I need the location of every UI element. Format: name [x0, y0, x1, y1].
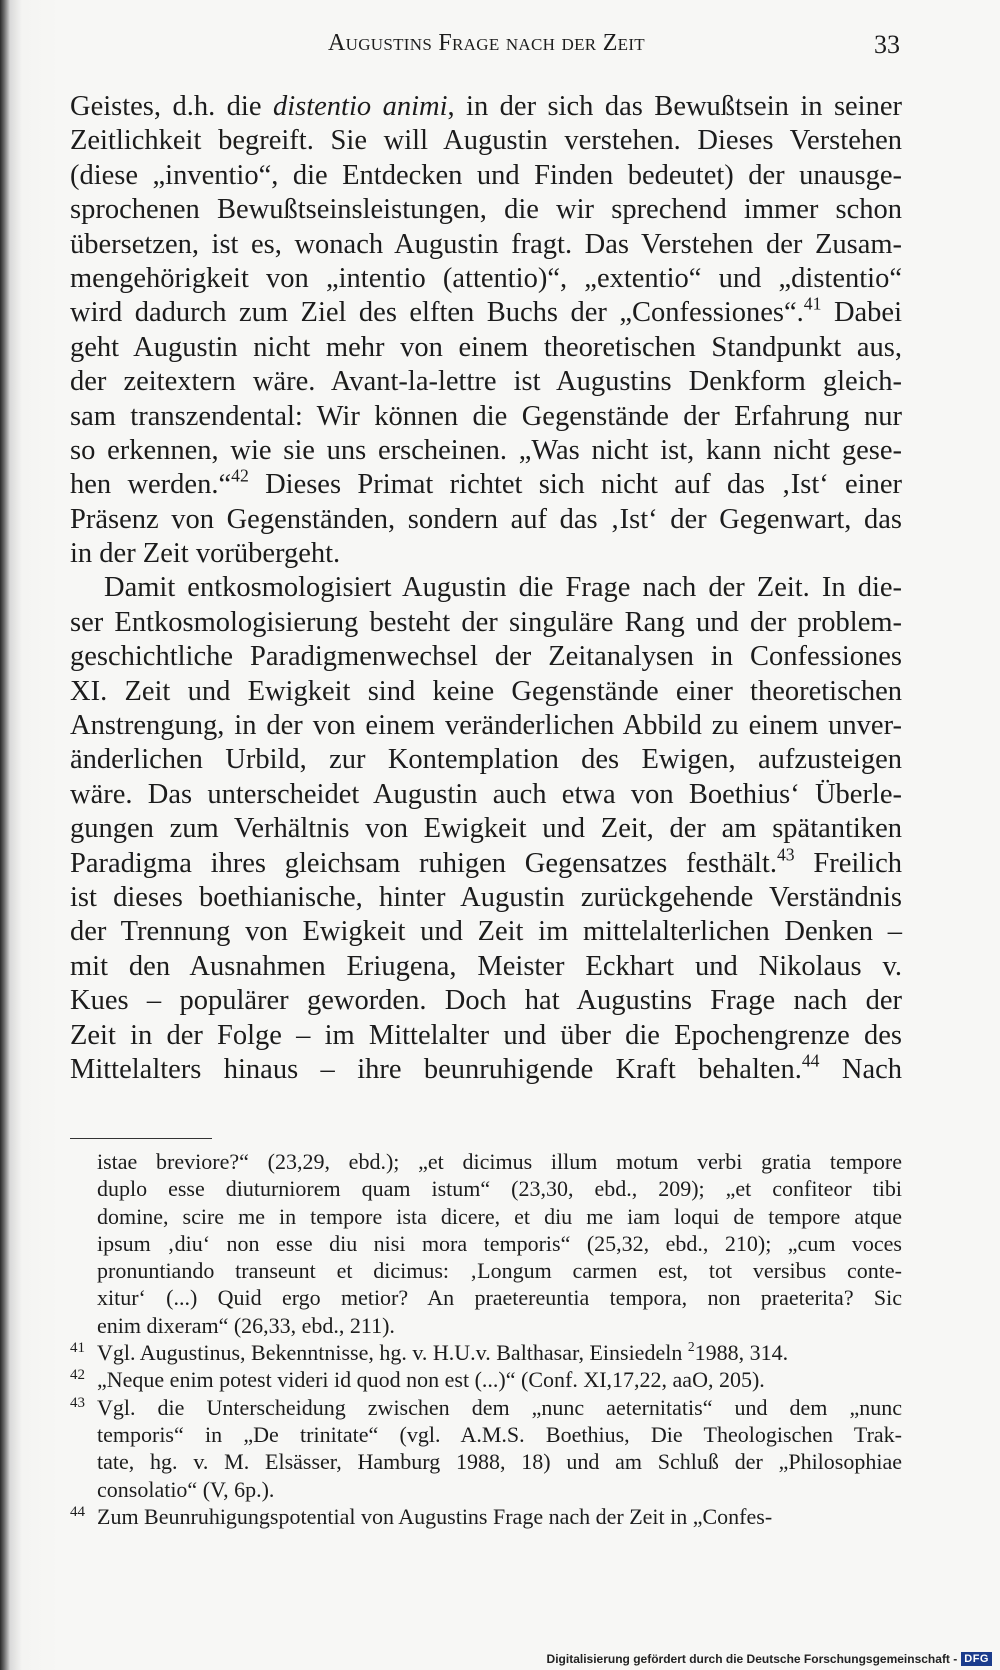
text-line: XI. Zeit und Ewigkeit sind keine Gegenstände einer theoretischen: [70, 675, 902, 707]
page-number: 33: [874, 30, 900, 59]
text-line: mit den Ausnahmen Eriugena, Meister Eckhart und Nikolaus v.: [70, 950, 902, 982]
text-line: ist dieses boethianische, hinter Augustin zurückgehende Verständnis: [70, 881, 902, 913]
footnote-number: 41: [70, 1340, 85, 1357]
text-fragment: Nach: [819, 1053, 903, 1085]
footnote-number: 44: [70, 1503, 85, 1520]
main-text: [70, 90, 902, 1087]
text-line: Präsenz von Gegenständen, sondern auf das ‚Ist‘ der Gegenwart, das: [70, 503, 902, 535]
text-line: [70, 293, 902, 330]
text-line: Zeit in der Folge – im Mittelalter und über die Epochengrenze des: [70, 1019, 902, 1051]
running-title: Augustins Frage nach der Zeit: [328, 30, 645, 56]
text-fragment: Paradigma ihres gleichsam ruhigen Gegensatzes festhält.: [70, 847, 777, 879]
text-fragment: Geistes, d.h. die: [70, 91, 273, 122]
footnote-line: tate, hg. v. M. Elsässer, Hamburg 1988, 18) und am Schluß der „Philosophiae: [97, 1449, 902, 1475]
footnote-line: domine, scire me in tempore ista dicere, et diu me iam loqui de tempore atque: [97, 1203, 902, 1229]
footnote-ref-42: 42: [231, 465, 249, 486]
text-line: [70, 90, 902, 124]
footnote-text: Zum Beunruhigungspotential von Augustins Frage nach der Zeit in „Confes-: [97, 1503, 773, 1529]
text-line: wäre. Das unterscheidet Augustin auch etwa von Boethius‘ Überle-: [70, 778, 902, 810]
text-fragment: Dieses Primat richtet sich nicht auf das ‚Ist‘ einer: [248, 469, 902, 501]
footnote-line: consolatio“ (V, 6p.).: [97, 1476, 275, 1502]
footnote-42: [70, 1366, 902, 1393]
text-fragment: Dabei: [821, 297, 902, 329]
text-line: sam transzendental: Wir können die Gegenstände der Erfahrung nur: [70, 400, 902, 432]
text-line: in der Zeit vorübergeht.: [70, 538, 341, 570]
footnote-line: temporis“ in „De trinitate“ (vgl. A.M.S. Boethius, Die Theologischen Trak-: [97, 1421, 902, 1447]
text-line: sprochenen Bewußtseinsleistungen, die wir sprechend immer schon: [70, 194, 902, 226]
text-fragment: Freilich: [794, 847, 902, 879]
footnote-line: enim dixeram“ (26,33, ebd., 211).: [97, 1312, 395, 1338]
footnotes: [70, 1148, 902, 1530]
page-header: [70, 30, 900, 64]
text-line: ser Entkosmologisierung besteht der singuläre Rang und der problem-: [70, 606, 902, 638]
credit-text: Digitalisierung gefördert durch die Deutsche Forschungsgemeinschaft -: [546, 1652, 958, 1666]
digitization-credit: [547, 1650, 992, 1668]
footnote-44: [70, 1503, 902, 1530]
italic-term: distentio animi: [272, 91, 448, 122]
footnote-line: duplo esse diuturniorem quam istum“ (23,30, ebd., 209); „et confiteor tibi: [97, 1176, 902, 1202]
footnote-ref-43: 43: [776, 844, 795, 865]
footnote-ref-44: 44: [801, 1050, 820, 1071]
footnote-separator: [70, 1138, 212, 1139]
text-fragment: wird dadurch zum Ziel des elften Buchs der „Confessiones“.: [70, 297, 804, 329]
text-line: Anstrengung, in der von einem veränderlichen Abbild zu einem unver-: [70, 710, 902, 742]
footnote-ref-41: 41: [803, 293, 822, 314]
text-line: [70, 465, 902, 502]
text-line: [70, 844, 902, 881]
text-line: der Trennung von Ewigkeit und Zeit im mittelalterlichen Denken –: [70, 916, 902, 948]
text-fragment: , in der sich das Bewußtsein in seiner: [447, 91, 902, 122]
text-line: so erkennen, wie sie uns erscheinen. „Was nicht ist, kann nicht gese-: [70, 434, 902, 466]
footnote-text: 1988, 314.: [694, 1340, 789, 1366]
footnote-text: Vgl. die Unterscheidung zwischen dem „nunc aeternitatis“ und dem „nunc: [97, 1394, 902, 1420]
text-line: Damit entkosmologisiert Augustin die Frage nach der Zeit. In die-: [104, 572, 902, 604]
text-line: [70, 1050, 903, 1087]
edition-superscript: 2: [687, 1339, 695, 1355]
footnote-41: [70, 1339, 902, 1366]
footnote-text: „Neque enim potest videri id quod non est (...)“ (Conf. XI,17,22, aaO, 205).: [97, 1367, 765, 1393]
text-line: übersetzen, ist es, wonach Augustin fragt. Das Verstehen der Zusam-: [70, 228, 902, 260]
text-line: geht Augustin nicht mehr von einem theoretischen Standpunkt aus,: [70, 331, 902, 363]
footnote-number: 43: [70, 1394, 85, 1411]
footnote-43: [70, 1394, 902, 1421]
text-line: gungen zum Verhältnis von Ewigkeit und Zeit, der am spätantiken: [70, 813, 902, 845]
text-line: der zeitextern wäre. Avant-la-lettre ist Augustins Denkform gleich-: [70, 366, 902, 398]
text-line: geschichtliche Paradigmenwechsel der Zeitanalysen in Confessiones: [70, 641, 902, 673]
footnote-line: istae breviore?“ (23,29, ebd.); „et dicimus illum motum verbi gratia tempore: [97, 1149, 902, 1174]
text-fragment: hen werden.“: [70, 469, 232, 501]
footnote-number: 42: [70, 1367, 85, 1384]
text-line: Zeitlichkeit begreift. Sie will Augustin verstehen. Dieses Verstehen: [70, 125, 902, 157]
text-line: Kues – populärer geworden. Doch hat Augustins Frage nach der: [70, 985, 902, 1017]
text-fragment: Mittelalters hinaus – ihre beunruhigende Kraft behalten.: [70, 1053, 802, 1085]
footnote-line: pronuntiando transeunt et dicimus: ‚Longum carmen est, tot versibus conte-: [97, 1258, 902, 1284]
footnote-line: ipsum ‚diu‘ non esse diu nisi mora temporis“ (25,32, ebd., 210); „cum voces: [97, 1230, 902, 1256]
footnote-line: xitur‘ (...) Quid ergo metior? An praetereuntia tempora, non praeterita? Sic: [97, 1285, 902, 1311]
footnote-text: Vgl. Augustinus, Bekenntnisse, hg. v. H.U.v. Balthasar, Einsiedeln: [97, 1340, 688, 1366]
text-line: (diese „inventio“, die Entdecken und Finden bedeutet) der unausge-: [70, 159, 902, 191]
text-line: änderlichen Urbild, zur Kontemplation des Ewigen, aufzusteigen: [70, 744, 902, 776]
text-line: mengehörigkeit von „intentio (attentio)“, „extentio“ und „distentio“: [70, 262, 902, 294]
dfg-logo: DFG: [961, 1652, 992, 1666]
